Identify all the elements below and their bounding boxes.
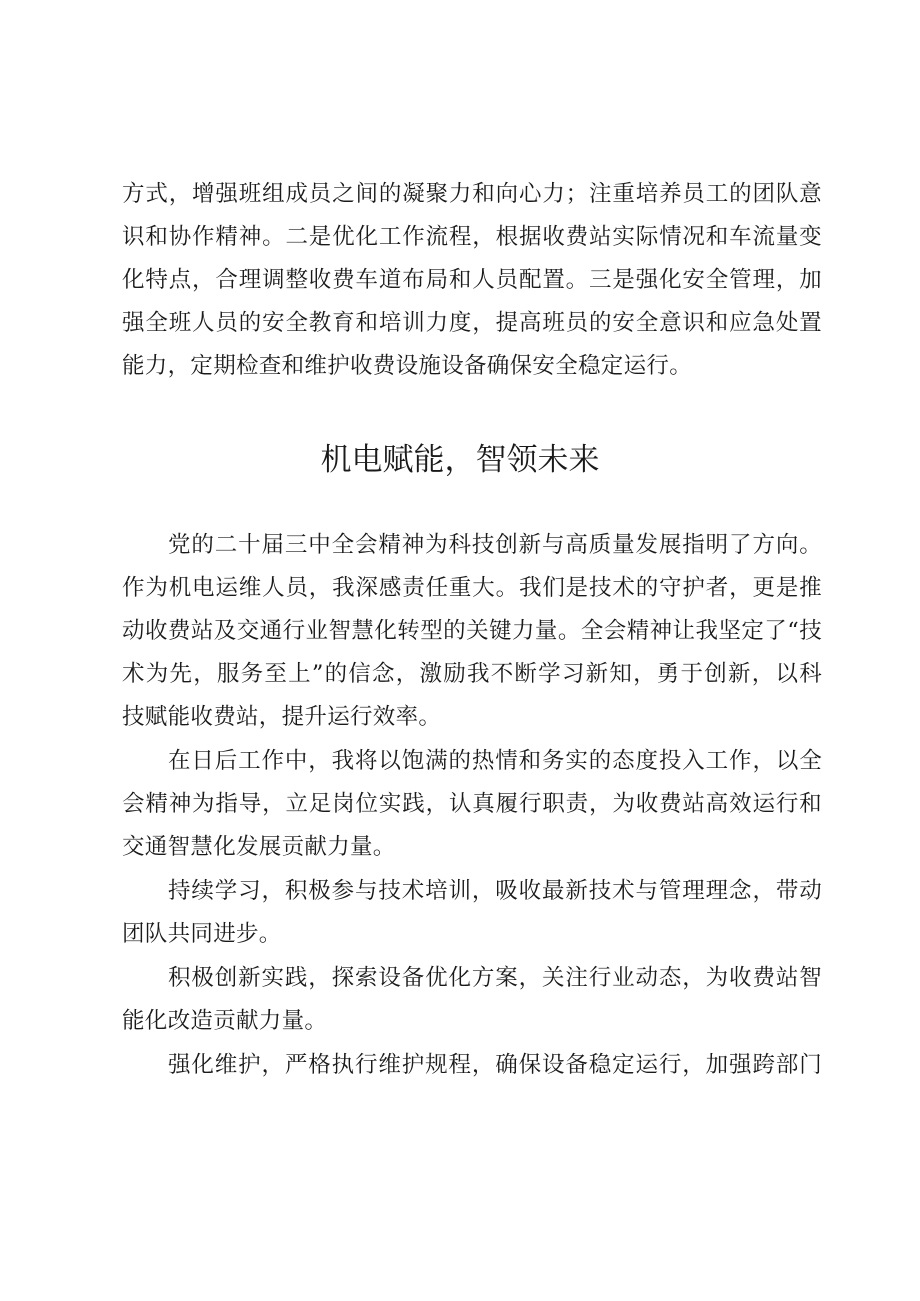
text-line: 识和协作精神。二是优化工作流程，根据收费站实际情况和车流量变 (122, 224, 822, 250)
text-line: 持续学习，积极参与技术培训，吸收最新技术与管理理念，带动 (168, 878, 822, 904)
text-line: 能力，定期检查和维护收费设施设备确保安全稳定运行。 (122, 353, 693, 379)
text-line: 团队共同进步。 (122, 921, 282, 947)
text-line: 术为先，服务至上”的信念，激励我不断学习新知，勇于创新，以科 (122, 661, 822, 687)
text-line: 积极创新实践，探索设备优化方案，关注行业动态，为收费站智 (168, 965, 822, 991)
section-title: 机电赋能，智领未来 (320, 442, 600, 478)
text-line: 方式，增强班组成员之间的凝聚力和向心力；注重培养员工的团队意 (122, 181, 822, 207)
text-line: 作为机电运维人员，我深感责任重大。我们是技术的守护者，更是推 (122, 575, 822, 601)
text-line: 交通智慧化发展贡献力量。 (122, 834, 396, 860)
text-line: 强化维护，严格执行维护规程，确保设备稳定运行，加强跨部门 (168, 1052, 822, 1078)
text-line: 在日后工作中，我将以饱满的热情和务实的态度投入工作，以全 (168, 748, 822, 774)
text-line: 能化改造贡献力量。 (122, 1008, 328, 1034)
text-line: 会精神为指导，立足岗位实践，认真履行职责，为收费站高效运行和 (122, 791, 822, 817)
text-line: 强全班人员的安全教育和培训力度，提高班员的安全意识和应急处置 (122, 310, 822, 336)
text-line: 党的二十届三中全会精神为科技创新与高质量发展指明了方向。 (168, 532, 822, 558)
text-line: 技赋能收费站，提升运行效率。 (122, 704, 442, 730)
text-line: 动收费站及交通行业智慧化转型的关键力量。全会精神让我坚定了“技 (122, 618, 822, 644)
text-line: 化特点，合理调整收费车道布局和人员配置。三是强化安全管理，加 (122, 267, 822, 293)
